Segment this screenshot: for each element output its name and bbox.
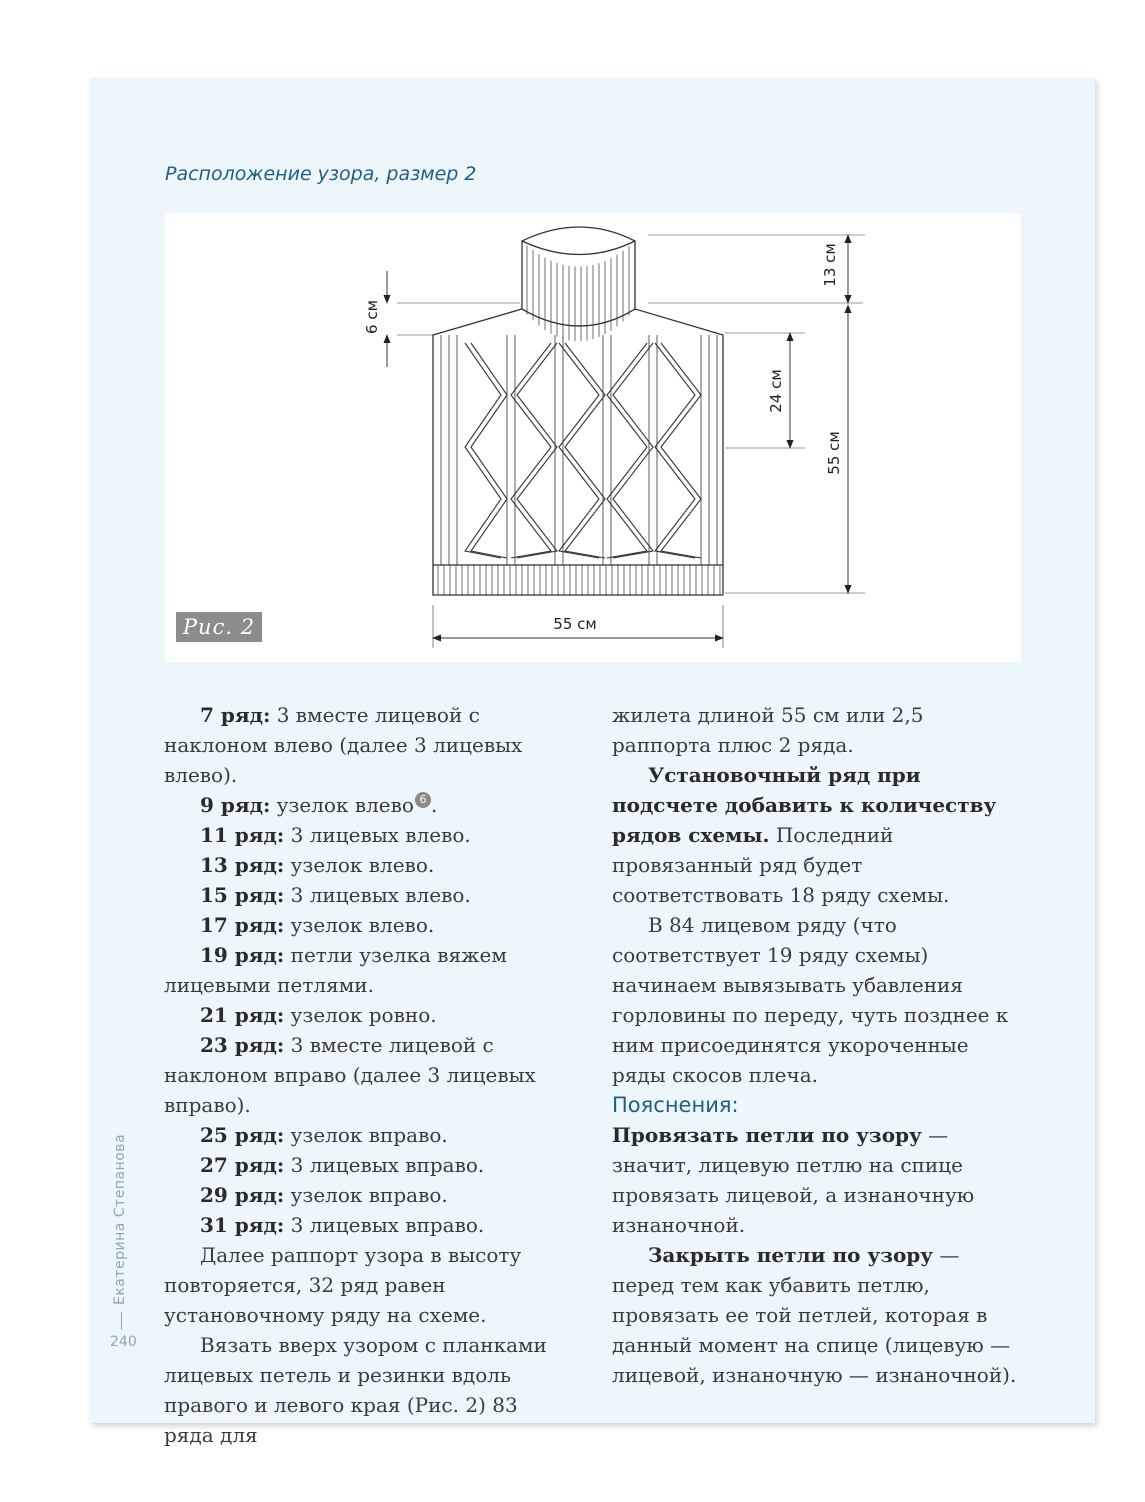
collar-label: 13 см xyxy=(821,243,839,287)
cable-zigzag xyxy=(607,343,647,558)
row-instruction: 31 ряд: 3 лицевых вправо. xyxy=(200,1213,485,1237)
row-instruction: 11 ряд: 3 лицевых влево. xyxy=(200,823,471,847)
row-instruction: 19 ряд: петли узелка вяжем лицевыми петлями. xyxy=(164,943,507,997)
paragraph: Установочный ряд при подсчете добавить к количеству рядов схемы. Последний провязанный ряд будет соответствовать 18 ряду схемы. xyxy=(612,763,997,907)
cable-zigzag xyxy=(565,343,605,558)
section-title: Пояснения: xyxy=(612,1093,739,1117)
row-instruction: 15 ряд: 3 лицевых влево. xyxy=(200,883,471,907)
cable-zigzag xyxy=(613,343,653,558)
row-instruction: 9 ряд: узелок влево 6 . xyxy=(200,793,438,817)
paragraph: жилета длиной 55 см или 2,5 раппорта плюс 2 ряда. xyxy=(612,703,924,757)
cable-zigzag xyxy=(517,343,557,558)
author-name: Екатерина Степанова xyxy=(112,1133,128,1305)
cable-zigzag xyxy=(655,343,695,558)
paragraph: Провязать петли по узору — значит, лицевую петлю на спице провязать лицевой, а изнаночную изнаночной. xyxy=(612,1123,975,1237)
right-column xyxy=(612,700,1024,1390)
side-divider xyxy=(121,1312,122,1330)
paragraph: В 84 лицевом ряду (что соответствует 19 ряду схемы) начинаем вывязывать убавления горловины по переду, чуть позднее к ним присоединятся укороченные ряды скосов плеча. xyxy=(612,913,1009,1087)
paragraph: Вязать вверх узором с планками лицевых петель и резинки вдоль правого и левого края (Рис. 2) 83 ряда для xyxy=(164,1333,547,1447)
figure-caption: Расположение узора, размер 2 xyxy=(165,163,477,185)
cable-zigzag xyxy=(471,343,507,558)
paragraph: Далее раппорт узора в высоту повторяется, 32 ряд равен установочному ряду на схеме. xyxy=(164,1243,522,1327)
row-instruction: 17 ряд: узелок влево. xyxy=(200,913,435,937)
row-instruction: 27 ряд: 3 лицевых вправо. xyxy=(200,1153,485,1177)
paragraph: Закрыть петли по узору — перед тем как убавить петлю, провязать ее той петлей, которая в данный момент на спице (лицевую — лицевой, изнаночную — изнаночной). xyxy=(612,1243,1017,1387)
sweater-diagram xyxy=(165,213,1021,662)
width-label: 55 см xyxy=(553,615,597,633)
cable-zigzag xyxy=(661,343,701,558)
diagram-svg xyxy=(165,213,1021,662)
shoulder-label: 6 см xyxy=(363,300,381,334)
row-instruction: 23 ряд: 3 вместе лицевой с наклоном вправо (далее 3 лицевых вправо). xyxy=(164,1033,536,1117)
row-instruction: 29 ряд: узелок вправо. xyxy=(200,1183,448,1207)
height-label: 55 см xyxy=(825,431,843,475)
row-instruction: 7 ряд: 3 вместе лицевой с наклоном влево (далее 3 лицевых влево). xyxy=(164,703,523,787)
figure-number-badge: Рис. 2 xyxy=(176,612,262,642)
row-instruction: 13 ряд: узелок влево. xyxy=(200,853,435,877)
armhole-label: 24 см xyxy=(767,369,785,413)
footnote-marker: 6 xyxy=(415,792,431,808)
row-instruction: 21 ряд: узелок ровно. xyxy=(200,1003,437,1027)
cable-zigzag xyxy=(465,343,501,558)
left-column xyxy=(164,700,564,1450)
row-instruction: 25 ряд: узелок вправо. xyxy=(200,1123,448,1147)
cable-zigzag xyxy=(559,343,599,558)
cable-zigzag xyxy=(511,343,551,558)
page-number: 240 xyxy=(110,1334,137,1350)
